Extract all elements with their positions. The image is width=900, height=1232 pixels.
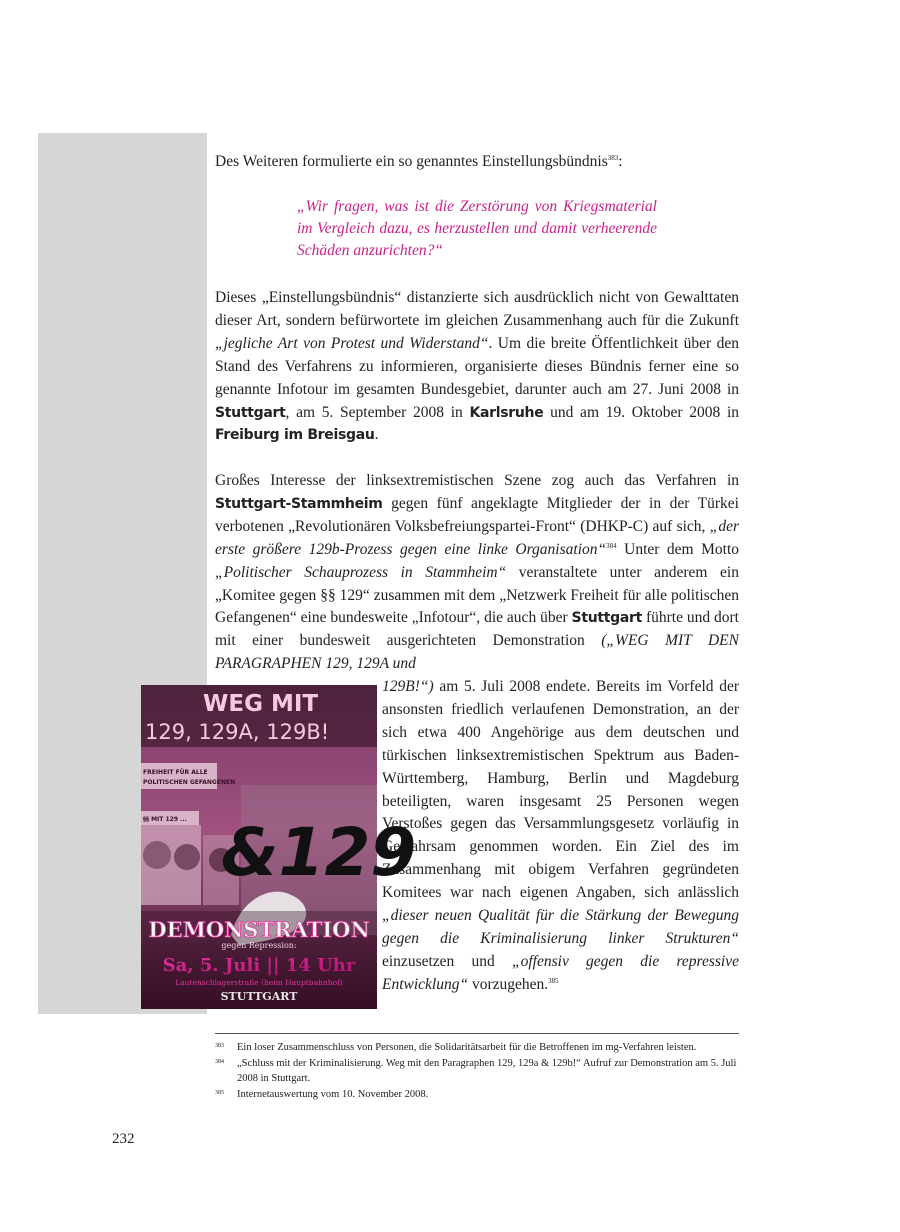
place-karlsruhe: Karlsruhe	[469, 404, 544, 421]
place-freiburg: Freiburg im Breisgau	[215, 427, 375, 444]
footnote-383: 383 Ein loser Zusammenschluss von Personen, die Solidaritätsarbeit für die Betroffenen im mg-Verfahren leisten.	[215, 1042, 697, 1053]
footnote-384: 384 „Schluss mit der Kriminalisierung. Weg mit den Paragraphen 129, 129a & 129b!“ Aufruf zur Demonstration am 5. Juli 2008 in Stuttgart.	[215, 1058, 737, 1084]
poster-street: Lautenschlagerstraße (beim Hauptbahnhof)	[175, 978, 343, 987]
footnote-ref-383[interactable]: 383	[607, 154, 619, 162]
poster-sticker-text-1: FREIHEIT FÜR ALLE	[143, 769, 208, 776]
footnotes	[215, 1033, 739, 1103]
paragraph-stammheim-continued: 129B!“) am 5. Juli 2008 endete. Bereits im Vorfeld der ansonsten friedlich verlaufenen Demonstration, an der sich etwa 400 Angehörige aus dem deutschen und türkischen linksextremistischen Spektrum aus Baden-Württemberg, Hamburg, Berlin und Magdeburg beteiligten, waren insgesamt 25 Personen wegen Verstoßes gegen das Versammlungsgesetz vorläufig in Gewahrsam genommen worden. Ein Ziel des im Zusammenhang mit obigem Verfahren gegründeten Komitees war nach eigenen Angaben, sich anlässlich „dieser neuen Qualität für die Stärkung der Bewegung gegen die Kriminalisierung linker Strukturen“ einzusetzen und „offensiv gegen die repressive Entwicklung“ vorzugehen.$^{385}$	[382, 678, 739, 993]
footnote-385: 385 Internetauswertung vom 10. November 2008.	[215, 1089, 429, 1100]
poster-sticker-text-2: POLITISCHEN GEFANGENEN	[143, 779, 236, 786]
poster-demonstration: DEMONSTRATION	[148, 917, 370, 942]
paragraph-stammheim: Großes Interesse der linksextremistischen Szene zog auch das Verfahren in Stuttgart-Stammheim gegen fünf angeklagte Mitglieder der in der Türkei verbotenen „Revolutionären Volksbefreiungspartei-Front“ (DHKP-C) auf sich, „der erste größere 129b-Prozess gegen eine linke Organisation“$^{384}$ Unter dem Motto „Politischer Schauprozess in Stammheim“ veranstaltete unter anderem ein „Komitee gegen §§ 129“ zusammen mit dem „Netzwerk Freiheit für alle politischen Gefangenen“ eine bundesweite „Infotour“, die auch über Stuttgart führte und dort mit einer bundesweit ausgerichteten Demonstration („WEG MIT DEN PARAGRAPHEN 129, 129A und	[215, 472, 740, 673]
poster-against: gegen Repression:	[221, 941, 297, 950]
footnote-ref-384[interactable]: 384	[606, 541, 617, 550]
intro-line: Des Weiteren formulierte ein so genanntes Einstellungsbündnis$^{383}$:	[215, 153, 623, 170]
paragraph-einstellungsbuendnis: Dieses „Einstellungsbündnis“ distanzierte sich ausdrücklich nicht von Gewalttaten dieser Art, sondern befürwortete im gleichen Zusammenhang auch für die Zukunft „jegliche Art von Protest und Widerstand“. Um die breite Öffentlichkeit über den Stand des Verfahrens zu informieren, organisierte dieses Bündnis ferner eine so genannte Infotour im gesamten Bundesgebiet, darunter auch am 27. Juni 2008 in Stuttgart, am 5. September 2008 in Karlsruhe und am 19. Oktober 2008 in Freiburg im Breisgau.	[215, 289, 739, 444]
place-stuttgart-2: Stuttgart	[571, 610, 643, 627]
place-stuttgart-stammheim: Stuttgart-Stammheim	[215, 495, 383, 512]
pull-quote: „Wir fragen, was ist die Zerstörung von Kriegsmaterial im Vergleich dazu, es herzustellen und damit verheerende Schäden anzurichten?“	[297, 198, 657, 259]
poster-headline-1: WEG MIT	[203, 691, 319, 717]
footnote-ref-385[interactable]: 385	[548, 976, 559, 985]
poster-headline-2: 129, 129A, 129B!	[145, 720, 330, 744]
poster-sticker-text-3: §§ MIT 129 ...	[143, 816, 187, 823]
place-stuttgart: Stuttgart	[215, 404, 286, 421]
poster-date: Sa, 5. Juli || 14 Uhr	[162, 955, 356, 976]
demonstration-poster	[141, 685, 417, 1009]
poster-graffiti: &129	[221, 814, 417, 891]
poster-city: STUTTGART	[220, 990, 298, 1003]
page-number: 232	[112, 1131, 135, 1147]
